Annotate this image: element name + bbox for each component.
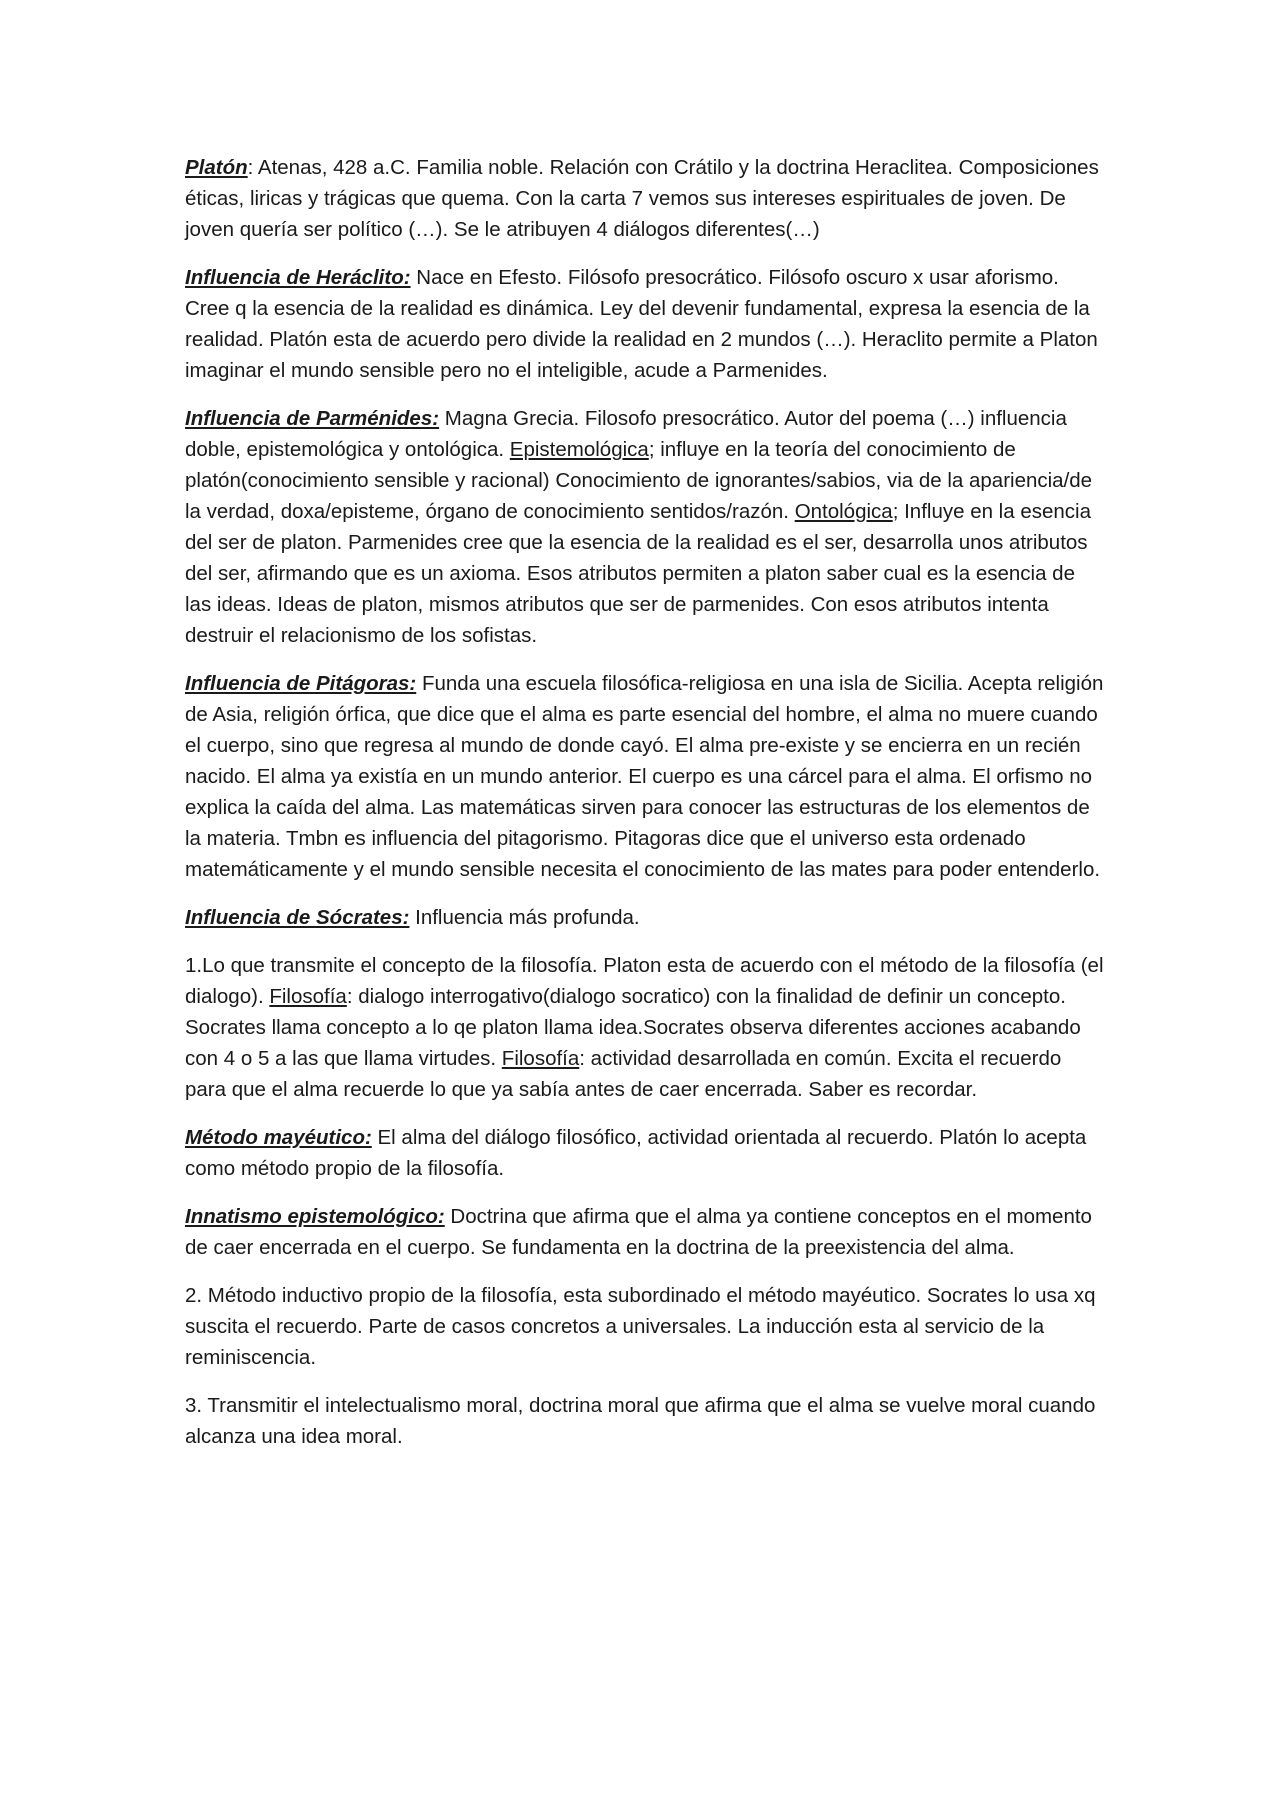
term-ontologica: Ontológica [794, 500, 893, 523]
text-point-1-a: 1.Lo que transmite el concepto de la filosofía. Platon esta de acuerdo con el método de la filosofía (el dialogo). [185, 954, 1104, 1008]
paragraph-socrates [185, 902, 1105, 933]
text-point-3: 3. Transmitir el intelectualismo moral, doctrina moral que afirma que el alma se vuelve moral cuando alcanza una idea moral. [185, 1394, 1096, 1448]
paragraph-platon [185, 152, 1105, 245]
paragraph-heraclito [185, 262, 1105, 386]
text-parmenides-3: ; Influye en la esencia del ser de platon. Parmenides cree que la esencia de la realidad es el ser, desarrolla unos atributos del ser, afirmando que es un axioma. Esos atributos permiten a platon saber cual es la esencia de las ideas. Ideas de platon, mismos atributos que ser de parmenides. Con esos atributos intenta destruir el relacionismo de los sofistas. [185, 500, 1091, 647]
paragraph-parmenides [185, 403, 1105, 651]
paragraph-point-3 [185, 1390, 1105, 1452]
text-mayeutico: El alma del diálogo filosófico, actividad orientada al recuerdo. Platón lo acepta como método propio de la filosofía. [185, 1126, 1087, 1180]
heading-socrates: Influencia de Sócrates: [185, 906, 410, 929]
term-filosofia-2: Filosofía [501, 1047, 580, 1070]
heading-mayeutico: Método mayéutico: [185, 1126, 372, 1149]
text-socrates: Influencia más profunda. [409, 906, 640, 929]
heading-platon: Platón [185, 156, 248, 179]
text-pitagoras: Funda una escuela filosófica-religiosa en una isla de Sicilia. Acepta religión de Asia, religión órfica, que dice que el alma es parte esencial del hombre, el alma no muere cuando el cuerpo, sino que regresa al mundo de donde cayó. El alma pre-existe y se encierra en un recién nacido. El alma ya existía en un mundo anterior. El cuerpo es una cárcel para el alma. El orfismo no explica la caída del alma. Las matemáticas sirven para conocer las estructuras de los elementos de la materia. Tmbn es influencia del pitagorismo. Pitagoras dice que el universo esta ordenado matemáticamente y el mundo sensible necesita el conocimiento de las mates para poder entenderlo. [185, 672, 1104, 881]
text-parmenides-1: Magna Grecia. Filosofo presocrático. Autor del poema (…) influencia doble, epistemológica y ontológica. [185, 407, 1067, 461]
text-platon: : Atenas, 428 a.C. Familia noble. Relación con Crátilo y la doctrina Heraclitea. Composiciones éticas, liricas y trágicas que quema. Con la carta 7 vemos sus intereses espirituales de joven. De joven quería ser político (…). Se le atribuyen 4 diálogos diferentes(…) [185, 156, 1099, 241]
term-epistemologica: Epistemológica [509, 438, 649, 461]
heading-parmenides: Influencia de Parménides: [185, 407, 440, 430]
document-page [185, 152, 1105, 1469]
text-point-1-b: : dialogo interrogativo(dialogo socratico) con la finalidad de definir un concepto. Socrates llama concepto a lo qe platon llama idea.Socrates observa diferentes acciones acabando con 4 o 5 a las que llama virtudes. [185, 985, 1081, 1070]
text-point-2: 2. Método inductivo propio de la filosofía, esta subordinado el método mayéutico. Socrates lo usa xq suscita el recuerdo. Parte de casos concretos a universales. La inducción esta al servicio de la reminiscencia. [185, 1284, 1096, 1369]
paragraph-pitagoras [185, 668, 1105, 885]
paragraph-innatismo [185, 1201, 1105, 1263]
paragraph-mayeutico [185, 1122, 1105, 1184]
text-heraclito: Nace en Efesto. Filósofo presocrático. Filósofo oscuro x usar aforismo. Cree q la esencia de la realidad es dinámica. Ley del devenir fundamental, expresa la esencia de la realidad. Platón esta de acuerdo pero divide la realidad en 2 mundos (…). Heraclito permite a Platon imaginar el mundo sensible pero no el inteligible, acude a Parmenides. [185, 266, 1098, 382]
heading-pitagoras: Influencia de Pitágoras: [185, 672, 417, 695]
term-filosofia-1: Filosofía [269, 985, 347, 1008]
paragraph-point-2 [185, 1280, 1105, 1373]
text-innatismo: Doctrina que afirma que el alma ya contiene conceptos en el momento de caer encerrada en el cuerpo. Se fundamenta en la doctrina de la preexistencia del alma. [185, 1205, 1092, 1259]
text-point-1-c: : actividad desarrollada en común. Excita el recuerdo para que el alma recuerde lo que ya sabía antes de caer encerrada. Saber es recordar. [185, 1047, 1062, 1101]
heading-innatismo: Innatismo epistemológico: [185, 1205, 445, 1228]
paragraph-point-1 [185, 950, 1105, 1105]
text-parmenides-2: ; influye en la teoría del conocimiento de platón(conocimiento sensible y racional) Conocimiento de ignorantes/sabios, via de la apariencia/de la verdad, doxa/episteme, órgano de conocimiento sentidos/razón. [185, 438, 1093, 523]
heading-heraclito: Influencia de Heráclito: [185, 266, 411, 289]
